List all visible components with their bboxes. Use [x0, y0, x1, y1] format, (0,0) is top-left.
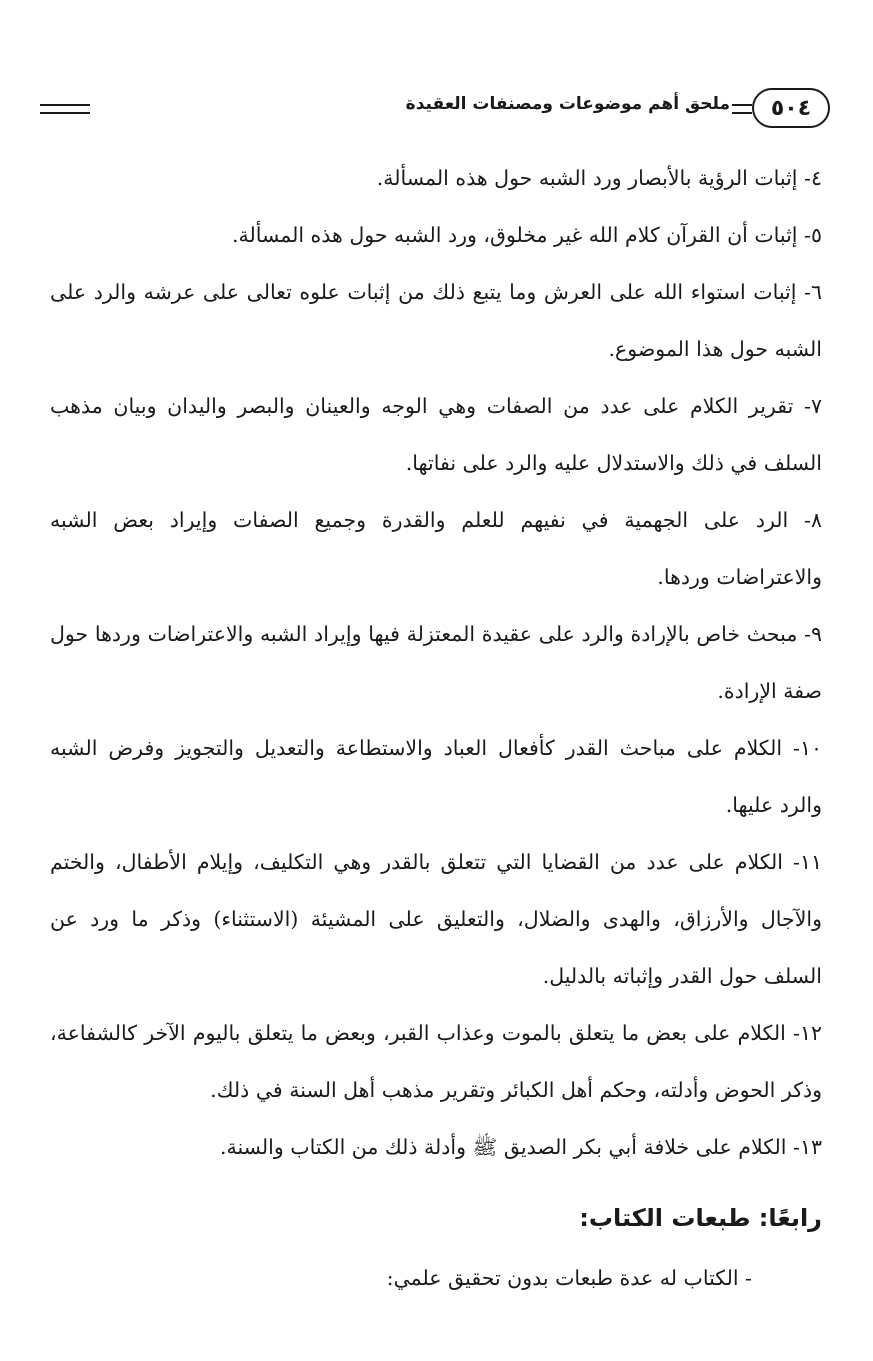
section-heading: رابعًا: طبعات الكتاب:	[579, 1204, 822, 1232]
item-text: الكلام على بعض ما يتعلق بالموت وعذاب القبر، وبعض ما يتعلق باليوم الآخر كالشفاعة، وذكر الحوض وأدلته، وحكم أهل الكبائر وتقرير مذهب أهل السنة في ذلك.	[50, 1021, 822, 1102]
section-note: - الكتاب له عدة طبعات بدون تحقيق علمي:	[386, 1266, 752, 1290]
list-item	[50, 264, 822, 378]
item-number: ١٣-	[793, 1135, 822, 1159]
item-number: ٨-	[804, 508, 822, 532]
item-number: ٦-	[804, 280, 822, 304]
item-text: إثبات استواء الله على العرش وما يتبع ذلك من إثبات علوه تعالى على عرشه والرد على الشبه حول هذا الموضوع.	[50, 280, 822, 361]
page-number: ٥٠٤	[770, 95, 812, 121]
header-rule-left	[40, 104, 90, 114]
list-item	[50, 834, 822, 1005]
page-body	[50, 150, 822, 1306]
item-text: تقرير الكلام على عدد من الصفات وهي الوجه والعينان والبصر واليدان وبيان مذهب السلف في ذلك والاستدلال عليه والرد على نفاتها.	[50, 394, 822, 475]
page-header	[40, 88, 830, 132]
item-number: ٩-	[804, 622, 822, 646]
list-item	[50, 150, 822, 207]
list-item	[50, 1005, 822, 1119]
running-title: ملحق أهم موضوعات ومصنفات العقيدة	[405, 94, 730, 114]
item-number: ٥-	[804, 223, 822, 247]
item-text: الكلام على خلافة أبي بكر الصديق ﷺ وأدلة ذلك من الكتاب والسنة.	[219, 1135, 787, 1159]
list-item	[50, 606, 822, 720]
list-item	[50, 378, 822, 492]
item-number: ٤-	[804, 166, 822, 190]
item-text: الكلام على مباحث القدر كأفعال العباد والاستطاعة والتعديل والتجويز وفرض الشبه والرد عليها.	[50, 736, 822, 817]
item-text: الكلام على عدد من القضايا التي تتعلق بالقدر وهي التكليف، وإيلام الأطفال، والختم والآجال والأرزاق، والهدى والضلال، والتعليق على المشيئة (الاستثناء) وذكر ما ورد عن السلف حول القدر وإثباته بالدليل.	[50, 850, 822, 988]
list-item	[50, 207, 822, 264]
item-text: إثبات الرؤية بالأبصار ورد الشبه حول هذه المسألة.	[376, 166, 798, 190]
item-text: الرد على الجهمية في نفيهم للعلم والقدرة وجميع الصفات وإيراد بعض الشبه والاعتراضات وردها.	[50, 508, 822, 589]
item-text: مبحث خاص بالإرادة والرد على عقيدة المعتزلة فيها وإيراد الشبه والاعتراضات وردها حول صفة الإرادة.	[50, 622, 822, 703]
item-number: ١٠-	[793, 736, 822, 760]
item-number: ٧-	[804, 394, 822, 418]
list-item	[50, 492, 822, 606]
header-rule-decoration	[732, 104, 752, 114]
item-text: إثبات أن القرآن كلام الله غير مخلوق، ورد الشبه حول هذه المسألة.	[231, 223, 798, 247]
item-number: ١٢-	[793, 1021, 822, 1045]
list-item	[50, 1119, 822, 1176]
item-number: ١١-	[793, 850, 822, 874]
page-number-badge	[752, 88, 830, 128]
list-item	[50, 720, 822, 834]
